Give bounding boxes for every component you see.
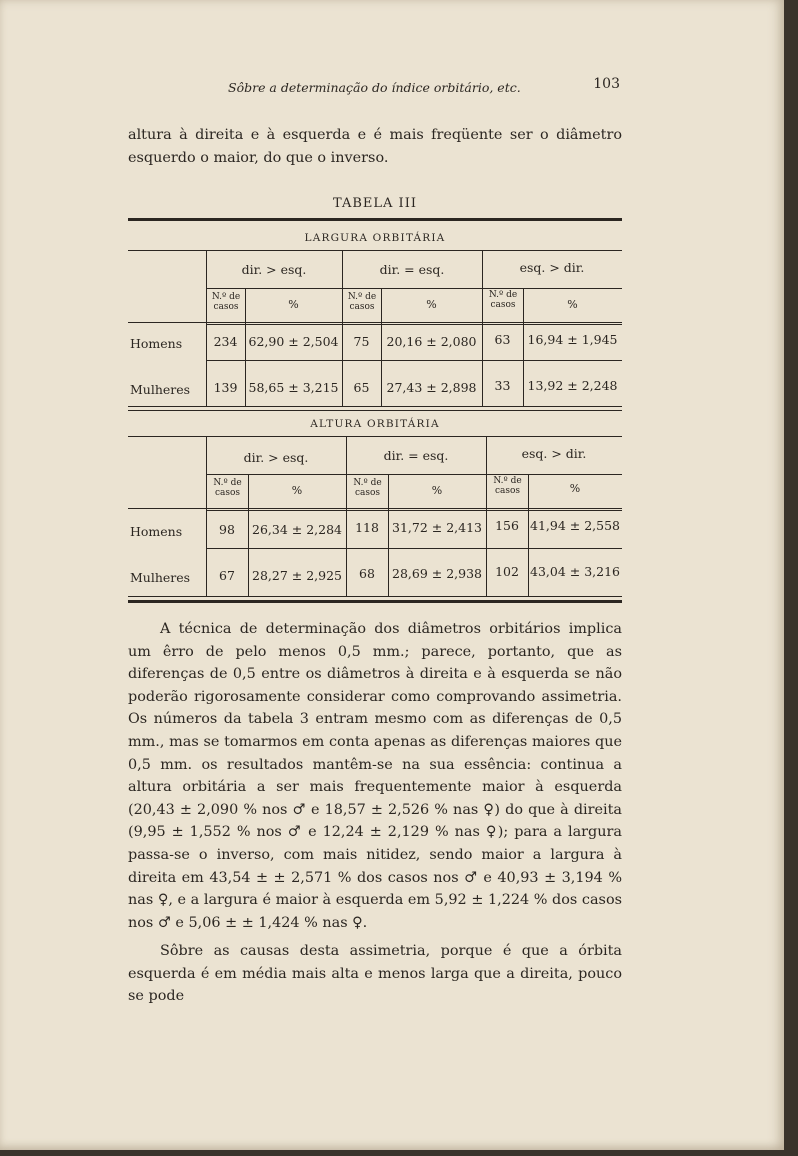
cell-pct: 58,65 ± 3,215 <box>248 380 339 395</box>
sub-header-n: N.º de casos <box>211 292 241 312</box>
cell-pct: 41,94 ± 2,558 <box>530 518 620 533</box>
sub-header-pct: % <box>288 298 299 311</box>
paragraph-1: altura à direita e à esquerda e é mais freqüente ser o diâmetro esquerdo o maior, do que o inverso. <box>128 127 622 166</box>
cell-pct: 27,43 ± 2,898 <box>386 380 477 395</box>
cell-pct: 43,04 ± 3,216 <box>530 564 620 579</box>
paragraph-3: Sôbre as causas desta assimetria, porque é que a órbita esquerda é em média mais alta e menos larga que a direita, pouco se pode <box>128 943 622 1005</box>
cell-n: 98 <box>219 522 235 537</box>
sub-header-pct: % <box>291 484 303 497</box>
cell-n: 118 <box>355 520 379 535</box>
group-header: esq. > dir. <box>519 260 585 275</box>
cell-n: 63 <box>494 332 511 347</box>
sub-header-n: N.º de casos <box>347 292 377 312</box>
cell-pct: 26,34 ± 2,284 <box>252 522 342 537</box>
cell-n: 102 <box>495 564 519 579</box>
sub-header-pct: % <box>569 482 581 495</box>
cell-n: 75 <box>353 334 370 349</box>
sub-header-n: N.º de casos <box>353 478 382 498</box>
group-header: esq. > dir. <box>521 446 587 461</box>
cell-pct: 28,27 ± 2,925 <box>252 568 342 583</box>
table-title: TABELA III <box>333 196 417 211</box>
section-title: LARGURA ORBITÁRIA <box>304 232 446 244</box>
row-label: Homens <box>130 336 183 351</box>
cell-pct: 13,92 ± 2,248 <box>527 378 618 393</box>
sub-header-pct: % <box>426 298 437 311</box>
cell-n: 65 <box>353 380 370 395</box>
cell-pct: 16,94 ± 1,945 <box>527 332 618 347</box>
cell-n: 156 <box>495 518 519 533</box>
cell-pct: 28,69 ± 2,938 <box>392 566 482 581</box>
cell-n: 139 <box>213 380 238 395</box>
cell-n: 33 <box>494 378 511 393</box>
cell-n: 67 <box>219 568 235 583</box>
running-title: Sôbre a determinação do índice orbitário, etc. <box>228 80 521 95</box>
group-header: dir. > esq. <box>241 262 307 277</box>
cell-pct: 20,16 ± 2,080 <box>386 334 477 349</box>
cell-n: 68 <box>359 566 375 581</box>
paragraph-2: A técnica de determinação dos diâmetros orbitários implica um êrro de pelo menos 0,5 mm.; parece, portanto, que as diferenças de 0,5 entre os diâmetros à direita e à esquerda se não poderão rigorosamente considerar como comprovando assimetria. Os números da tabela 3 entram mesmo com as diferenças de 0,5 mm., mas se tomarmos em conta apenas as diferenças maiores que 0,5 mm. os resultados mantêm-se na sua essência: continua a altura orbitária a ser mais frequentemente maior à esquerda (20,43 ± 2,090 % nos ♂ e 18,57 ± 2,526 % nas ♀) do que à direita (9,95 ± 1,552 % nos ♂ e 12,24 ± 2,129 % nas ♀); para a largura passa-se o inverso, com mais nitidez, sendo maior a largura à direita em 43,54 ± ± 2,571 % dos casos nos ♂ e 40,93 ± 3,194 % nas ♀, e a largura é maior à esquerda em 5,92 ± 1,224 % dos casos nos ♂ e 5,06 ± ± 1,424 % nas ♀. <box>128 621 622 931</box>
cell-pct: 62,90 ± 2,504 <box>248 334 339 349</box>
sub-header-n: N.º de casos <box>213 478 242 498</box>
section-title: ALTURA ORBITÁRIA <box>310 418 440 430</box>
cell-n: 234 <box>213 334 238 349</box>
sub-header-pct: % <box>567 298 578 311</box>
sub-header-n: N.º de casos <box>488 290 518 310</box>
row-label: Mulheres <box>130 570 191 585</box>
row-label: Mulheres <box>130 382 191 397</box>
sub-header-pct: % <box>431 484 443 497</box>
sub-header-n: N.º de casos <box>493 476 522 496</box>
row-label: Homens <box>130 524 183 539</box>
page-number: 103 <box>593 76 620 92</box>
cell-pct: 31,72 ± 2,413 <box>392 520 482 535</box>
group-header: dir. = esq. <box>383 448 449 463</box>
group-header: dir. > esq. <box>243 450 309 465</box>
group-header: dir. = esq. <box>379 262 445 277</box>
